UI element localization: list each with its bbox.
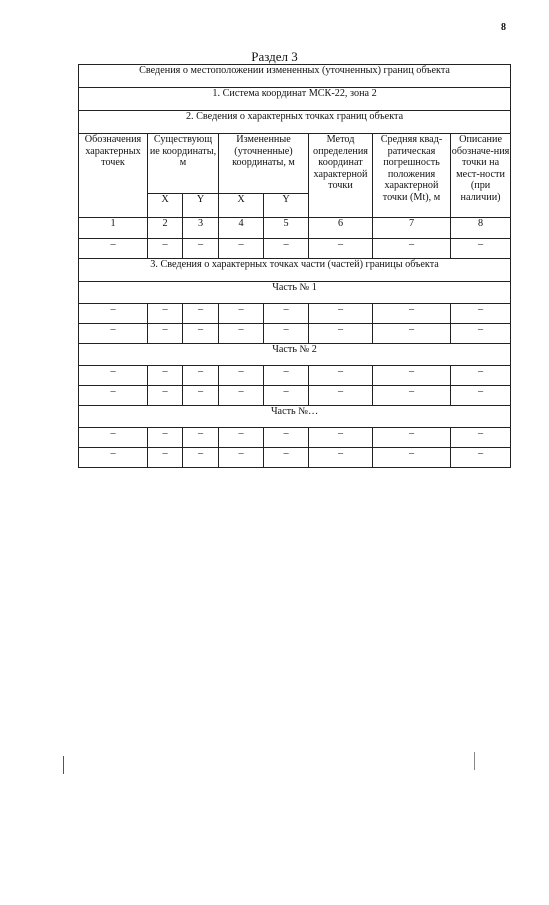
empty-cell: –	[219, 304, 264, 324]
column-number: 8	[451, 218, 511, 239]
empty-cell: –	[148, 428, 183, 448]
part-label: Часть № 1	[79, 282, 511, 304]
empty-cell: –	[183, 448, 219, 468]
empty-cell: –	[451, 304, 511, 324]
empty-cell: –	[309, 304, 373, 324]
column-numbers-row	[79, 218, 511, 239]
empty-cell: –	[264, 428, 309, 448]
header-error: Средняя квад-ратическая погрешность положения характерной точки (Mt), м	[373, 134, 451, 218]
empty-cell: –	[148, 366, 183, 386]
empty-cell: –	[309, 239, 373, 259]
table-row	[79, 448, 511, 468]
part-label: Часть №…	[79, 406, 511, 428]
column-number: 6	[309, 218, 373, 239]
column-number: 4	[219, 218, 264, 239]
empty-cell: –	[309, 366, 373, 386]
empty-cell: –	[451, 239, 511, 259]
empty-cell: –	[219, 366, 264, 386]
boundaries-table	[78, 64, 511, 468]
part-label: Часть № 2	[79, 344, 511, 366]
table-row	[79, 239, 511, 259]
empty-cell: –	[79, 366, 148, 386]
empty-cell: –	[451, 428, 511, 448]
empty-cell: –	[148, 304, 183, 324]
column-number: 5	[264, 218, 309, 239]
section-title: Раздел 3	[251, 49, 298, 64]
empty-cell: –	[264, 448, 309, 468]
column-number: 2	[148, 218, 183, 239]
empty-cell: –	[264, 304, 309, 324]
empty-cell: –	[183, 324, 219, 344]
header-method: Метод определения координат характерной точки	[309, 134, 373, 218]
empty-cell: –	[219, 239, 264, 259]
column-number: 1	[79, 218, 148, 239]
empty-cell: –	[183, 386, 219, 406]
coord-system: 1. Система координат МСК-22, зона 2	[79, 88, 511, 111]
page-number: 8	[501, 22, 506, 33]
empty-cell: –	[373, 304, 451, 324]
empty-cell: –	[373, 239, 451, 259]
empty-cell: –	[451, 386, 511, 406]
empty-cell: –	[309, 448, 373, 468]
empty-cell: –	[148, 324, 183, 344]
empty-cell: –	[373, 386, 451, 406]
empty-cell: –	[183, 428, 219, 448]
header-existing-coords: Существующ ие координаты, м	[148, 134, 219, 194]
empty-cell: –	[309, 386, 373, 406]
header-point-designation: Обозначения характерных точек	[79, 134, 148, 218]
empty-cell: –	[148, 239, 183, 259]
table-title: Сведения о местоположении измененных (уточненных) границ объекта	[79, 65, 511, 88]
empty-cell: –	[264, 324, 309, 344]
empty-cell: –	[79, 324, 148, 344]
empty-cell: –	[373, 366, 451, 386]
empty-cell: –	[373, 448, 451, 468]
header-changed-x: X	[219, 194, 264, 218]
parts-title: 3. Сведения о характерных точках части (частей) границы объекта	[79, 259, 511, 282]
empty-cell: –	[219, 448, 264, 468]
table-row	[79, 304, 511, 324]
empty-cell: –	[79, 428, 148, 448]
scan-mark-left	[63, 756, 64, 774]
empty-cell: –	[309, 324, 373, 344]
table-row	[79, 428, 511, 448]
empty-cell: –	[373, 428, 451, 448]
empty-cell: –	[264, 366, 309, 386]
empty-cell: –	[451, 448, 511, 468]
header-description: Описание обозначе-ния точки на мест-ности (при наличии)	[451, 134, 511, 218]
header-changed-coords: Измененные (уточненные) координаты, м	[219, 134, 309, 194]
column-number: 3	[183, 218, 219, 239]
header-existing-x: X	[148, 194, 183, 218]
empty-cell: –	[148, 448, 183, 468]
empty-cell: –	[309, 428, 373, 448]
column-number: 7	[373, 218, 451, 239]
header-existing-y: Y	[183, 194, 219, 218]
empty-cell: –	[183, 304, 219, 324]
empty-cell: –	[219, 324, 264, 344]
empty-cell: –	[79, 239, 148, 259]
empty-cell: –	[183, 239, 219, 259]
empty-cell: –	[219, 386, 264, 406]
empty-cell: –	[219, 428, 264, 448]
empty-cell: –	[451, 366, 511, 386]
empty-cell: –	[79, 304, 148, 324]
empty-cell: –	[451, 324, 511, 344]
empty-cell: –	[183, 366, 219, 386]
table-row	[79, 324, 511, 344]
empty-cell: –	[79, 386, 148, 406]
empty-cell: –	[264, 386, 309, 406]
table-row	[79, 386, 511, 406]
points-title: 2. Сведения о характерных точках границ объекта	[79, 111, 511, 134]
empty-cell: –	[373, 324, 451, 344]
empty-cell: –	[264, 239, 309, 259]
scan-mark-right	[474, 752, 475, 770]
empty-cell: –	[148, 386, 183, 406]
empty-cell: –	[79, 448, 148, 468]
table-row	[79, 366, 511, 386]
header-changed-y: Y	[264, 194, 309, 218]
